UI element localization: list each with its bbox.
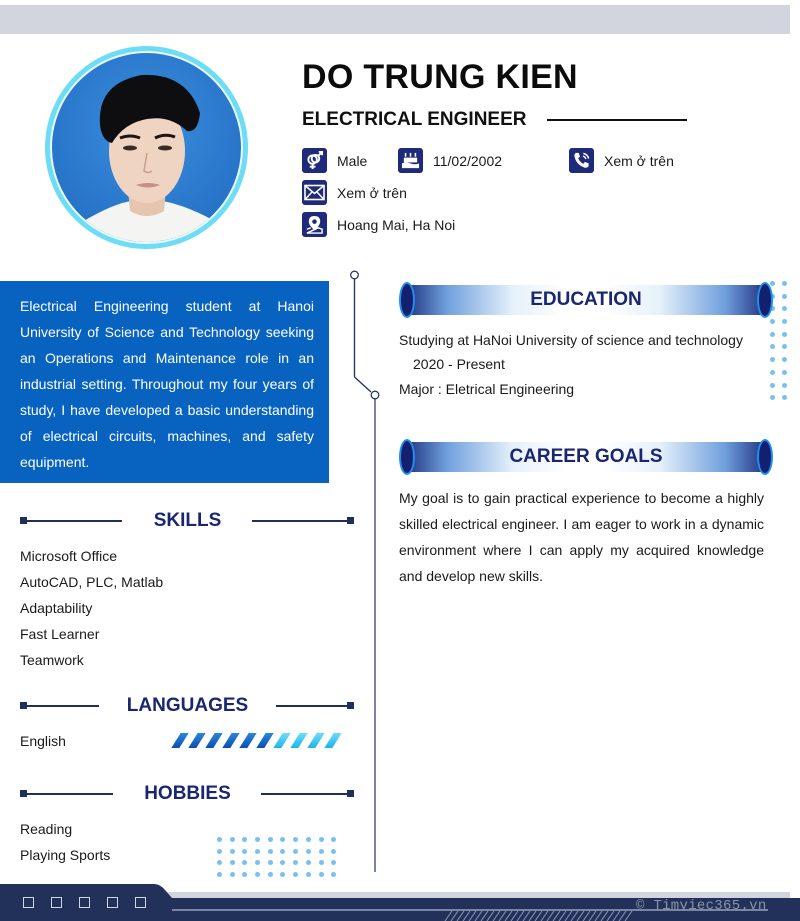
footer-square [107,897,118,908]
education-period: 2020 - Present [413,356,505,372]
envelope-icon [302,180,327,205]
education-school: Studying at HaNoi University of science and technology [399,332,743,348]
phone-info [569,148,674,173]
level-segment-filled [222,733,239,748]
address-info [302,212,455,237]
divider-line [23,793,113,795]
divider-line [252,520,352,522]
skills-header [20,509,355,533]
level-segment-filled [239,733,256,748]
divider-end [347,790,354,797]
skill-item: Teamwork [20,652,84,668]
hobby-item: Playing Sports [20,847,111,863]
email-info [302,180,407,205]
email-value: Xem ở trên [337,184,407,201]
language-name: English [20,733,66,749]
level-segment-filled [188,733,205,748]
avatar [45,46,248,249]
skills-title: SKILLS [153,510,222,531]
skills-list [20,543,163,673]
footer-square [23,897,34,908]
education-header [399,282,773,318]
skill-item: Adaptability [20,600,93,616]
hobbies-header [20,782,355,806]
hobbies-title: HOBBIES [144,783,231,804]
footer-square [79,897,90,908]
hobby-item: Reading [20,821,73,837]
gender-value: Male [337,152,368,169]
education-major: Major : Eletrical Engineering [399,381,575,397]
skill-item: AutoCAD, PLC, Matlab [20,574,164,590]
job-title-row [302,109,687,131]
birthday-cake-icon [398,148,423,173]
languages-list [20,728,66,754]
level-segment-filled [256,733,273,748]
skill-item: Microsoft Office [20,548,117,564]
divider-end [347,702,354,709]
language-level-bar [176,733,346,748]
level-segment-filled [171,733,188,748]
level-segment-empty [290,733,307,748]
birthday-value: 11/02/2002 [433,152,503,169]
divider-line [23,520,122,522]
footer-square [135,897,146,908]
languages-header [20,694,355,718]
footer-square [51,897,62,908]
divider-end [347,517,354,524]
copyright-text: © Timviec365.vn [636,898,767,914]
level-segment-empty [324,733,341,748]
skill-item: Fast Learner [20,626,100,642]
candidate-name: DO TRUNG KIEN [302,58,578,96]
top-band [0,5,790,34]
profile-photo [50,51,243,244]
gender-icon [302,148,327,173]
career-goals-header [399,439,773,475]
career-goals-text: My goal is to gain practical experience to become a highly skilled electrical engineer. I am eager to work in a dynamic environment where I can apply my acquired knowledge and develop new skills. [399,490,764,584]
languages-title: LANGUAGES [126,695,249,716]
summary-box: Electrical Engineering student at Hanoi University of Science and Technology seeking an Operations and Maintenance role in an industrial setting. Throughout my four years of study, I have developed a basic understanding of electrical circuits, machines, and safety equipment. [0,281,329,483]
address-value: Hoang Mai, Ha Noi [337,216,456,233]
job-title: ELECTRICAL ENGINEER [302,109,527,130]
divider-line [23,705,99,707]
divider-line [276,705,352,707]
decorative-dot-grid [217,837,336,877]
title-divider [547,119,687,121]
phone-icon [569,148,594,173]
level-segment-empty [273,733,290,748]
level-segment-filled [205,733,222,748]
career-goals-title: CAREER GOALS [509,446,663,467]
divider-line [261,793,351,795]
education-title: EDUCATION [530,289,642,310]
phone-value: Xem ở trên [604,152,674,169]
location-pin-icon [302,212,327,237]
hobbies-list [20,816,110,868]
birthday-info [398,148,502,173]
gender-info [302,148,367,173]
level-segment-empty [307,733,324,748]
